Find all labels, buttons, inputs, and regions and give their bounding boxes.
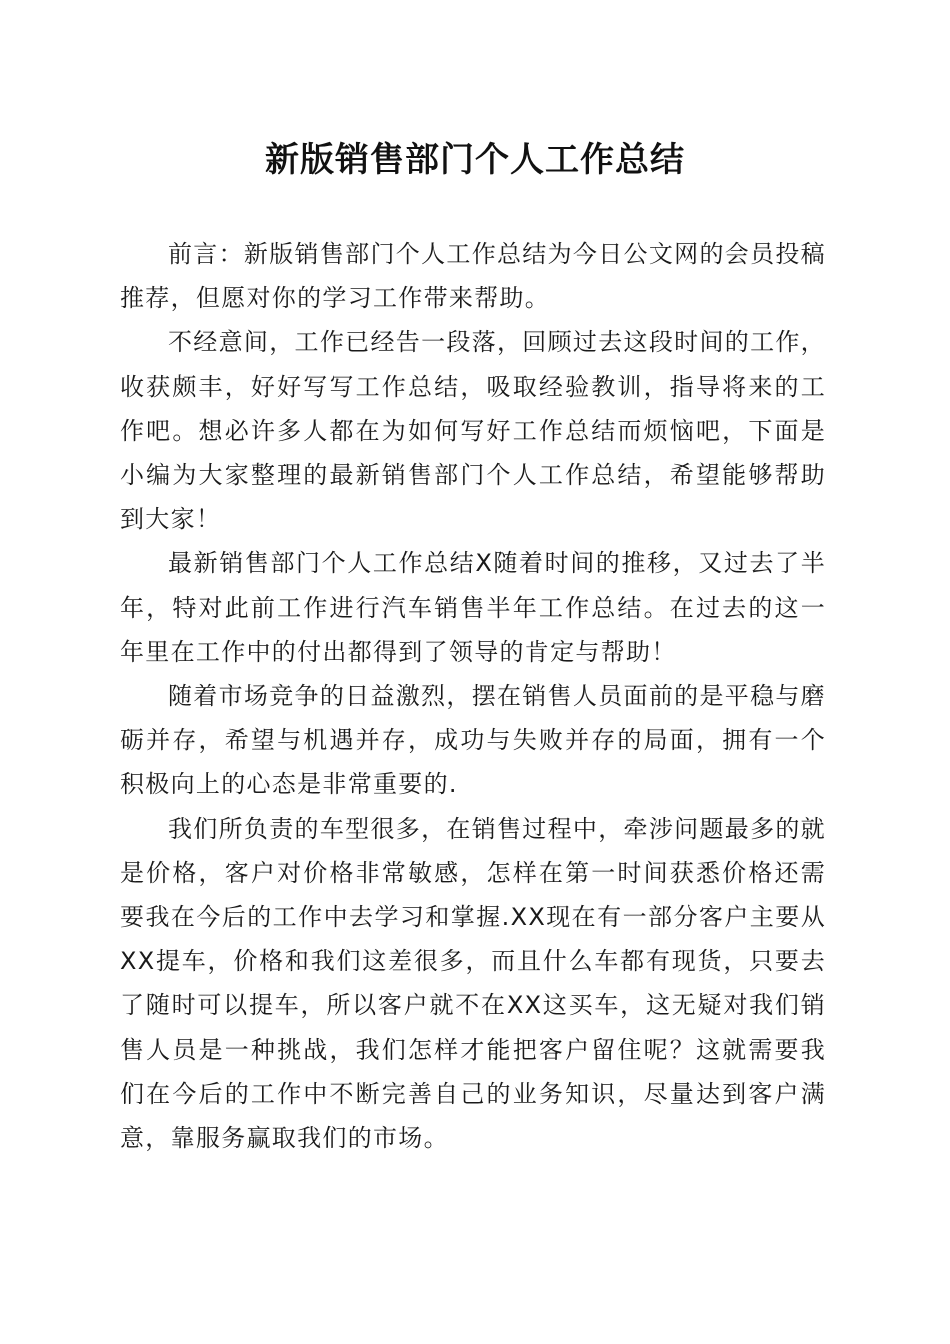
paragraph-preface: 前言：新版销售部门个人工作总结为今日公文网的会员投稿推荐，但愿对你的学习工作带来帮助。 bbox=[120, 240, 826, 313]
paragraph-pricing: 我们所负责的车型很多，在销售过程中，牵涉问题最多的就是价格，客户对价格非常敏感，怎样在第一时间获悉价格还需要我在今后的工作中去学习和掌握.XX现在有一部分客户主要从XX提车，价格和我们这差很多，而且什么车都有现货，只要去了随时可以提车，所以客户就不在XX这买车，这无疑对我们销售人员是一种挑战，我们怎样才能把客户留住呢？这就需要我们在今后的工作中不断完善自己的业务知识，尽量达到客户满意，靠服务赢取我们的市场。 bbox=[120, 814, 826, 1153]
paragraph-half-year: 最新销售部门个人工作总结X随着时间的推移，又过去了半年，特对此前工作进行汽车销售半年工作总结。在过去的这一年里在工作中的付出都得到了领导的肯定与帮助！ bbox=[120, 549, 826, 666]
paragraph-intro: 不经意间，工作已经告一段落，回顾过去这段时间的工作，收获颇丰，好好写写工作总结，吸取经验教训，指导将来的工作吧。想必许多人都在为如何写好工作总结而烦恼吧，下面是小编为大家整理的最新销售部门个人工作总结，希望能够帮助到大家！ bbox=[120, 328, 826, 534]
paragraph-market: 随着市场竞争的日益激烈，摆在销售人员面前的是平稳与磨砺并存，希望与机遇并存，成功与失败并存的局面，拥有一个积极向上的心态是非常重要的. bbox=[120, 682, 826, 799]
document-body bbox=[120, 232, 826, 1160]
document-title: 新版销售部门个人工作总结 bbox=[265, 140, 685, 180]
